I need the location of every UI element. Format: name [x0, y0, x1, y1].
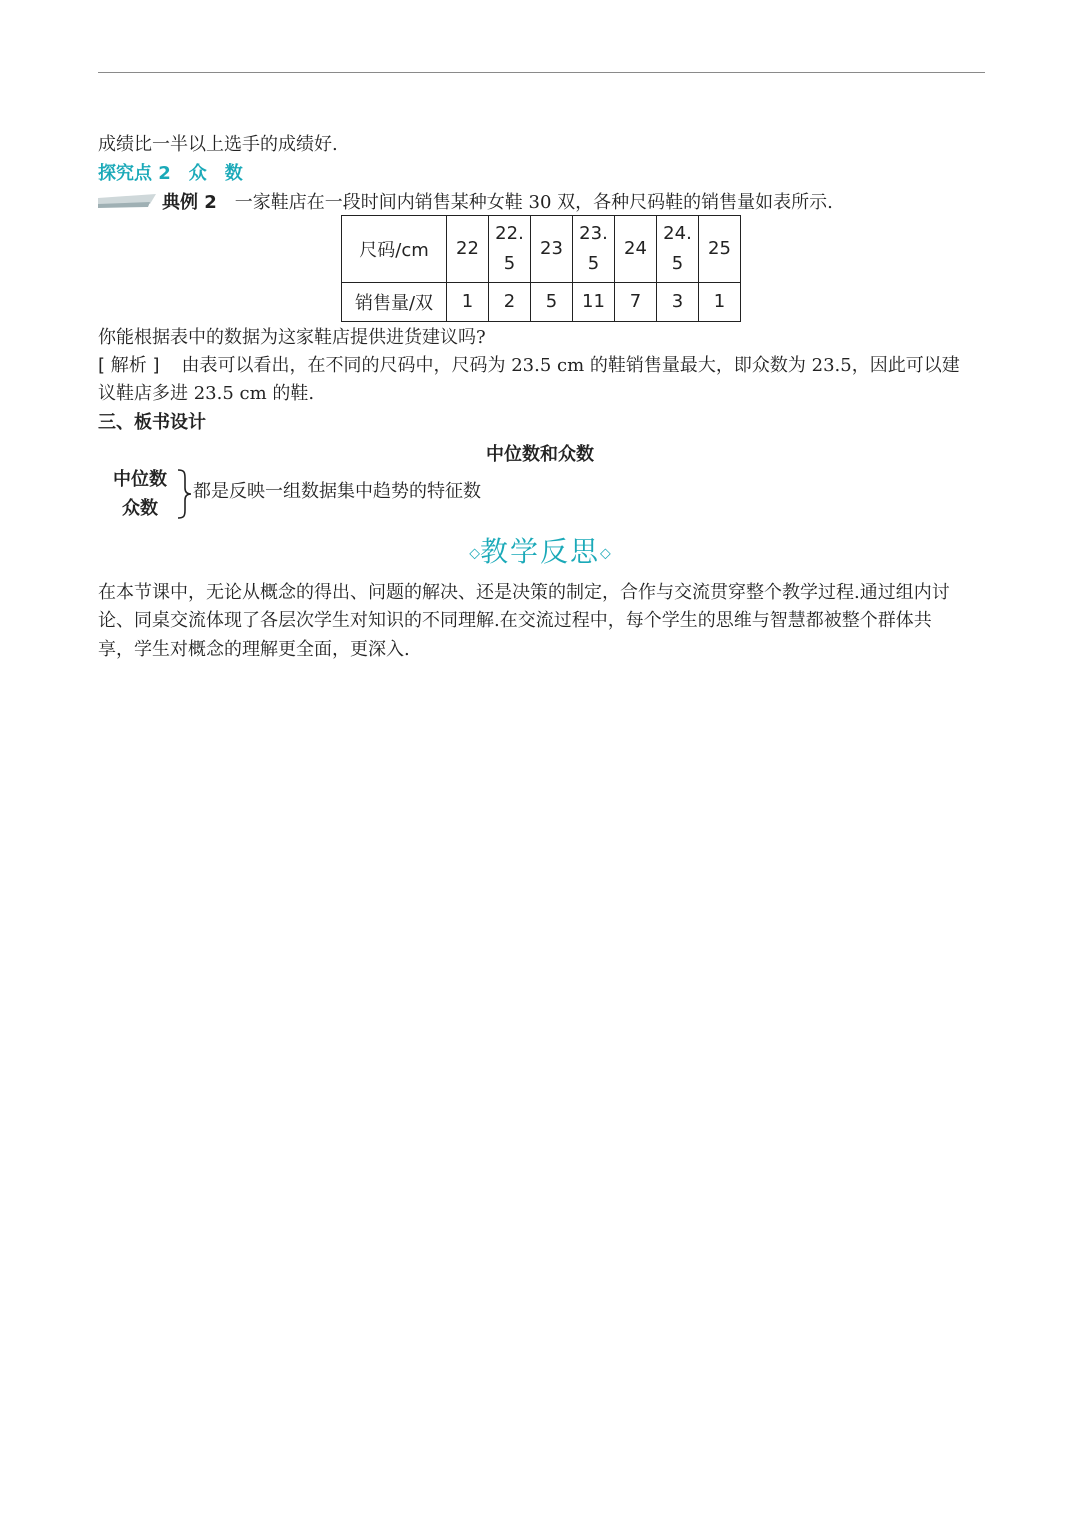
sales-cell: 7 — [615, 283, 657, 322]
section-title: 众 数 — [188, 163, 243, 184]
shoe-size-table — [341, 215, 741, 322]
reflection-title — [0, 532, 1080, 574]
sales-header: 销售量/双 — [342, 283, 447, 322]
size-cell: 22. 5 — [489, 216, 531, 283]
sales-cell: 2 — [489, 283, 531, 322]
section-label: 探究点 2 — [98, 163, 171, 184]
right-brace-icon — [176, 468, 194, 520]
example-label: 典例 2 — [162, 192, 217, 213]
size-cell: 24. 5 — [657, 216, 699, 283]
board-item-mode: 众数 — [122, 498, 158, 519]
example-line — [162, 189, 833, 217]
top-rule — [98, 72, 985, 73]
reflection-title-text: 教学反思 — [479, 535, 600, 568]
sales-cell: 5 — [531, 283, 573, 322]
diamond-right-icon: ◇ — [600, 545, 611, 562]
sales-cell: 11 — [573, 283, 615, 322]
board-item-median: 中位数 — [113, 469, 167, 490]
example-marker-icon — [98, 194, 158, 208]
analysis-line-1 — [98, 352, 960, 380]
example-text: 一家鞋店在一段时间内销售某种女鞋 30 双，各种尺码鞋的销售量如表所示. — [234, 192, 833, 213]
board-title: 中位数和众数 — [486, 444, 594, 465]
size-header: 尺码/cm — [342, 216, 447, 283]
sales-cell: 1 — [447, 283, 489, 322]
board-note: 都是反映一组数据集中趋势的特征数 — [193, 481, 481, 502]
size-cell: 22 — [447, 216, 489, 283]
sales-row — [342, 283, 741, 322]
analysis-text-1: 由表可以看出，在不同的尺码中，尺码为 23.5 cm 的鞋销售量最大，即众数为 23.5，因此可以建 — [181, 355, 960, 376]
size-cell: 23. 5 — [573, 216, 615, 283]
section-heading — [98, 160, 243, 188]
reflection-line-2: 论、同桌交流体现了各层次学生对知识的不同理解.在交流过程中，每个学生的思维与智慧都被整个群体共 — [98, 610, 932, 631]
analysis-line-2: 议鞋店多进 23.5 cm 的鞋. — [98, 383, 315, 404]
question-text: 你能根据表中的数据为这家鞋店提供进货建议吗? — [98, 327, 486, 348]
analysis-label: [ 解析 ] — [98, 355, 160, 376]
board-items — [108, 465, 172, 523]
size-row — [342, 216, 741, 283]
size-cell: 25 — [699, 216, 741, 283]
reflection-line-1: 在本节课中，无论从概念的得出、问题的解决、还是决策的制定，合作与交流贯穿整个教学过程.通过组内讨 — [98, 582, 950, 603]
board-heading: 三、板书设计 — [98, 412, 206, 433]
previous-text: 成绩比一半以上选手的成绩好. — [98, 134, 338, 155]
sales-cell: 1 — [699, 283, 741, 322]
size-cell: 23 — [531, 216, 573, 283]
reflection-line-3: 享，学生对概念的理解更全面，更深入. — [98, 639, 410, 660]
sales-cell: 3 — [657, 283, 699, 322]
size-cell: 24 — [615, 216, 657, 283]
diamond-left-icon: ◇ — [469, 545, 480, 562]
